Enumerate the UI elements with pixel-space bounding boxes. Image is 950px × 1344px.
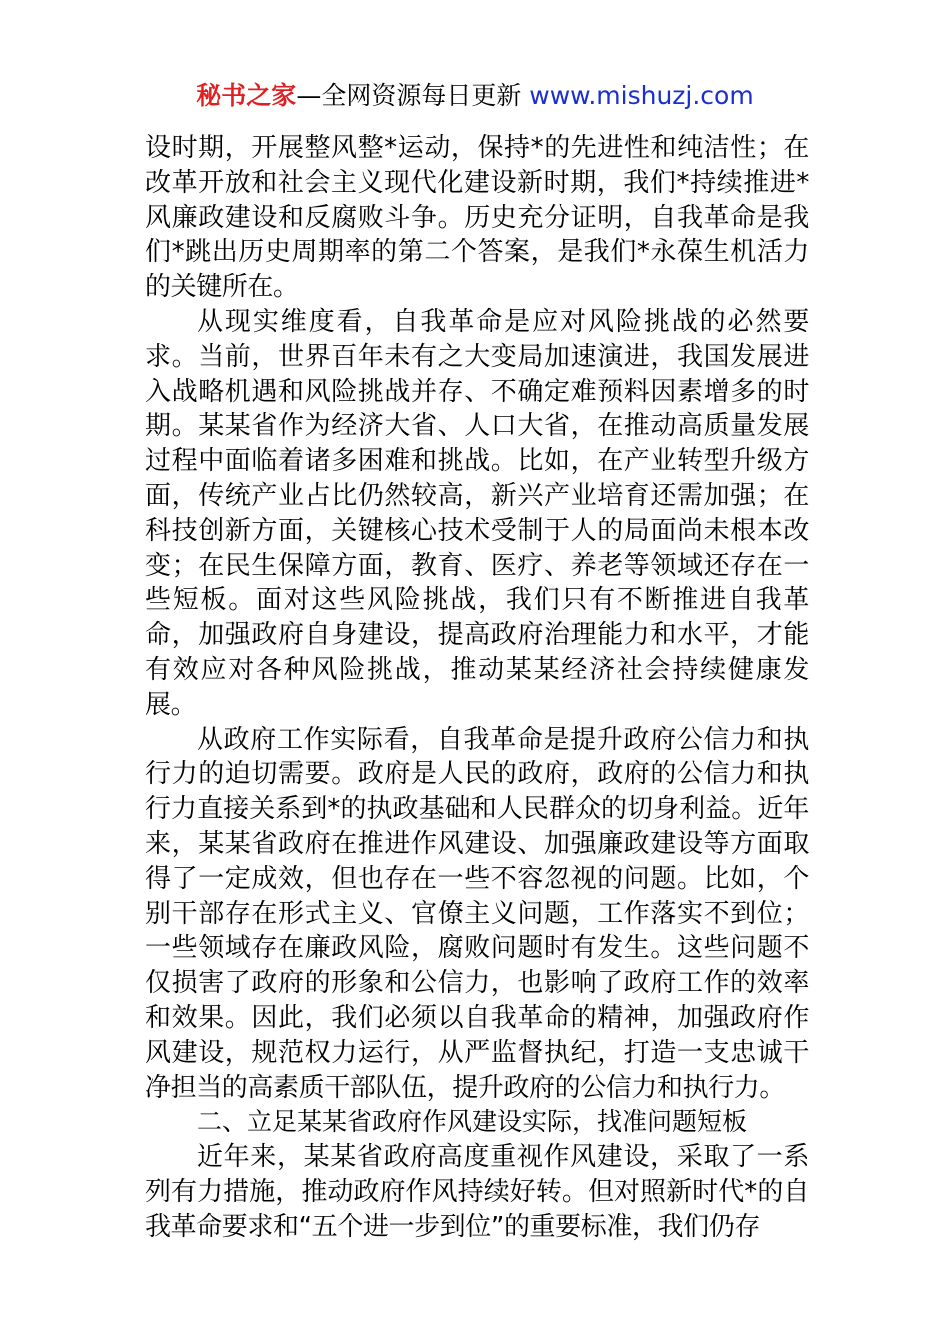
paragraph-recent-years: 近年来，某某省政府高度重视作风建设，采取了一系列有力措施，推动政府作风持续好转。但对照新时代*的自我革命要求和“五个进一步到位”的重要标准，我们仍存 — [145, 1142, 809, 1242]
document-body — [145, 131, 809, 1245]
site-brand: 秘书之家 — [196, 81, 297, 110]
site-tagline: —全网资源每日更新 — [296, 81, 522, 110]
site-url-link[interactable]: www.mishuzj.com — [529, 81, 754, 110]
section-heading: 二、立足某某省政府作风建设实际，找准问题短板 — [197, 1107, 748, 1137]
page-header — [0, 78, 950, 114]
paragraph-continuation: 设时期，开展整风整*运动，保持*的先进性和纯洁性；在改革开放和社会主义现代化建设新时期，我们*持续推进*风廉政建设和反腐败斗争。历史充分证明，自我革命是我们*跳出历史周期率的第二个答案，是我们*永葆生机活力的关键所在。 — [145, 133, 809, 303]
paragraph-government-practice: 从政府工作实际看，自我革命是提升政府公信力和执行力的迫切需要。政府是人民的政府，政府的公信力和执行力直接关系到*的执政基础和人民群众的切身利益。近年来，某某省政府在推进作风建设、加强廉政建设等方面取得了一定成效，但也存在一些不容忽视的问题。比如，个别干部存在形式主义、官僚主义问题，工作落实不到位；一些领域存在廉政风险，腐败问题时有发生。这些问题不仅损害了政府的形象和公信力，也影响了政府工作的效率和效果。因此，我们必须以自我革命的精神，加强政府作风建设，规范权力运行，从严监督执纪，打造一支忠诚干净担当的高素质干部队伍，提升政府的公信力和执行力。 — [145, 724, 809, 1103]
paragraph-reality-dimension: 从现实维度看，自我革命是应对风险挑战的必然要求。当前，世界百年未有之大变局加速演进，我国发展进入战略机遇和风险挑战并存、不确定难预料因素增多的时期。某某省作为经济大省、人口大省，在推动高质量发展过程中面临着诸多困难和挑战。比如，在产业转型升级方面，传统产业占比仍然较高，新兴产业培育还需加强；在科技创新方面，关键核心技术受制于人的局面尚未根本改变；在民生保障方面，教育、医疗、养老等领域还存在一些短板。面对这些风险挑战，我们只有不断推进自我革命，加强政府自身建设，提高政府治理能力和水平，才能有效应对各种风险挑战，推动某某经济社会持续健康发展。 — [145, 306, 809, 720]
